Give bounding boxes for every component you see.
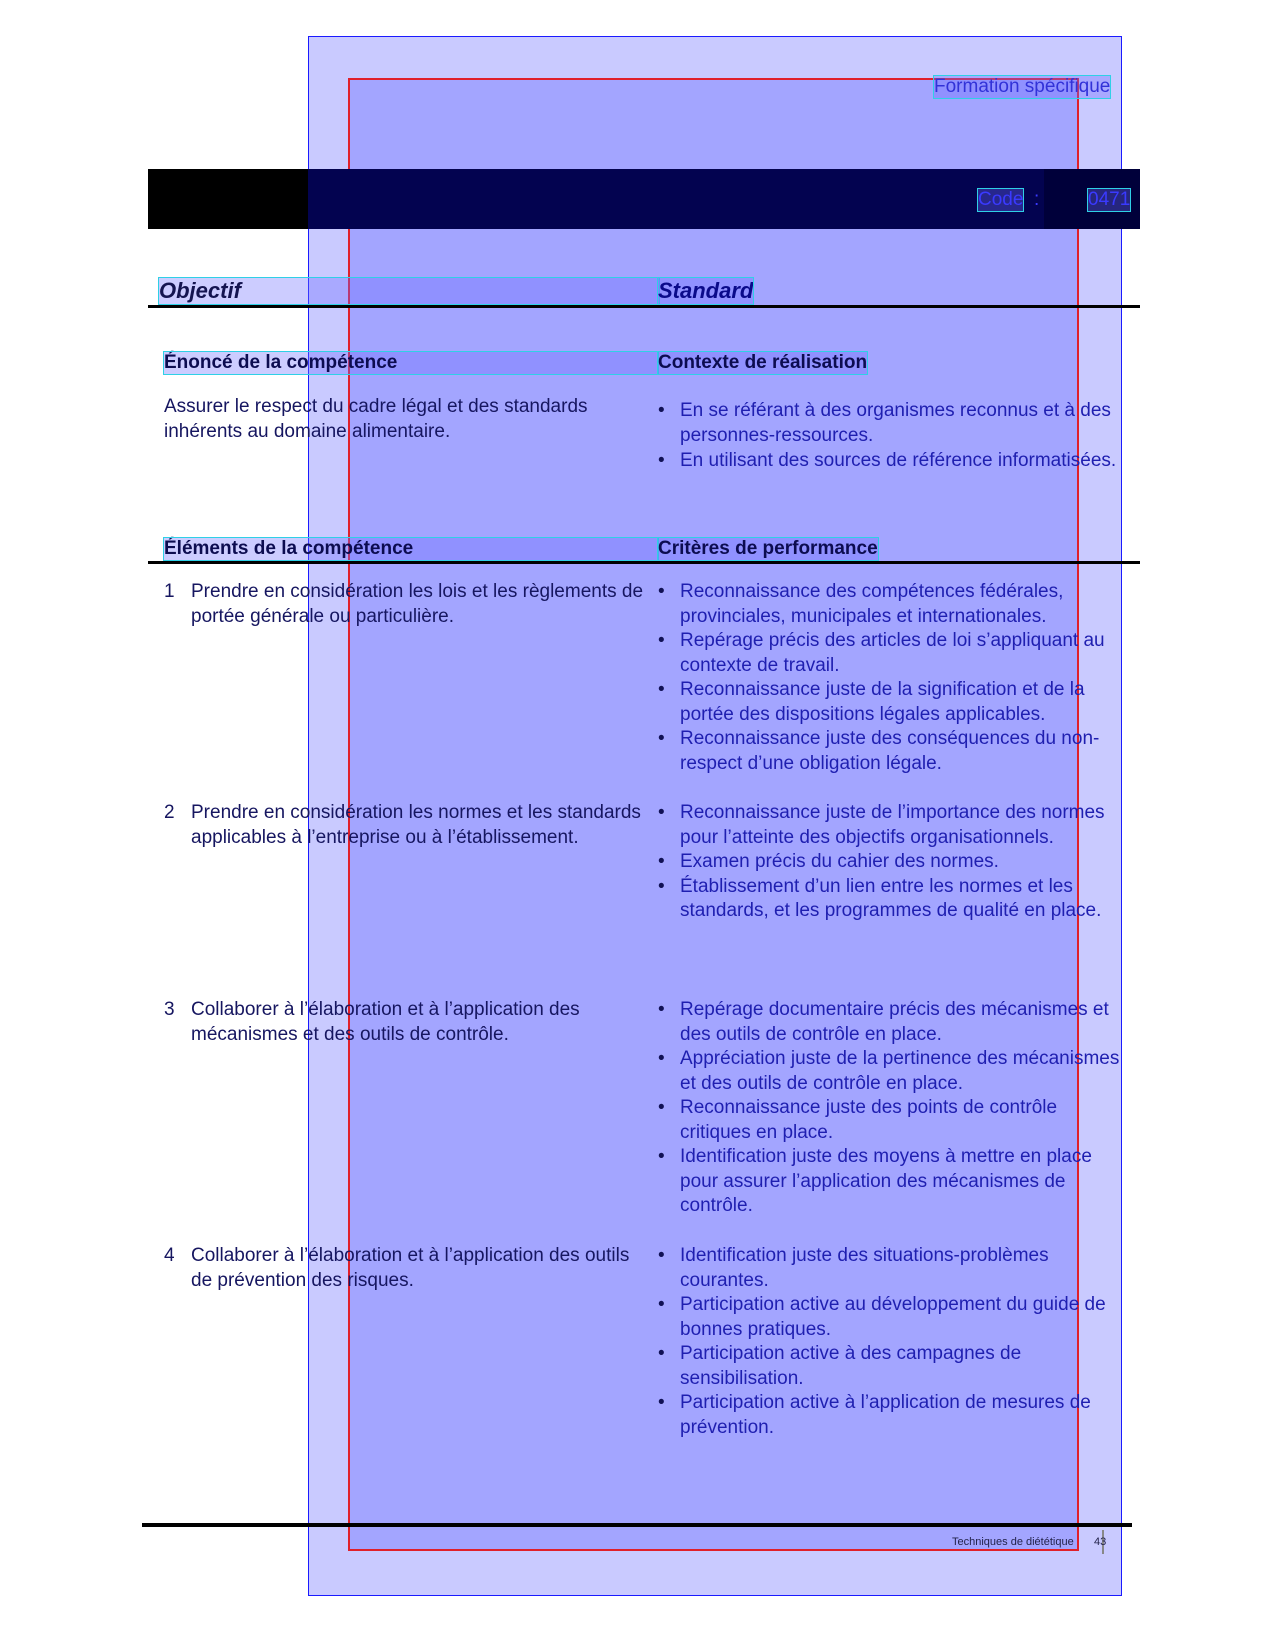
element-text: Collaborer à l’élaboration et à l’application des mécanismes et des outils de contrôle. xyxy=(191,999,580,1045)
list-item: • Repérage documentaire précis des mécanismes et des outils de contrôle en place. xyxy=(658,999,1109,1045)
bullet-icon: • xyxy=(658,581,665,602)
divider xyxy=(148,561,1140,564)
list-item: • Appréciation juste de la pertinence des mécanismes et des outils de contrôle en place. xyxy=(658,1048,1120,1094)
list-item: • Reconnaissance des compétences fédérales, provinciales, municipales et internationales. xyxy=(658,581,1064,627)
list-item: • Identification juste des situations-problèmes courantes. xyxy=(658,1245,1049,1291)
bullet-icon: • xyxy=(658,851,665,872)
bullet-icon: • xyxy=(658,1097,665,1118)
element-2 xyxy=(164,801,654,850)
list-item: • Examen précis du cahier des normes. xyxy=(658,850,1126,875)
bullet-icon: • xyxy=(658,875,665,897)
list-item: • Identification juste des moyens à mettre en place pour assurer l’application des mécanismes de contrôle. xyxy=(658,1146,1092,1216)
bullet-icon: • xyxy=(658,802,665,823)
bullet-icon: • xyxy=(658,1048,665,1069)
footer-divider xyxy=(142,1523,1132,1527)
code-value: 0471 xyxy=(1088,189,1131,210)
element-text: Prendre en considération les normes et les standards applicables à l’entreprise ou à l’établissement. xyxy=(191,802,641,848)
list-item: • Reconnaissance juste des points de contrôle critiques en place. xyxy=(658,1097,1058,1143)
standard-heading: Standard xyxy=(658,278,754,303)
enonce-heading: Énoncé de la compétence xyxy=(164,352,658,374)
enonce-text: Assurer le respect du cadre légal et des standards inhérents au domaine alimentaire. xyxy=(164,396,588,442)
bullet-icon: • xyxy=(658,999,665,1020)
contexte-list xyxy=(658,399,1126,474)
element-3 xyxy=(164,998,654,1047)
divider xyxy=(148,305,1140,308)
footer-program: Techniques de diététique xyxy=(952,1536,1074,1548)
criteria-list-2 xyxy=(658,801,1126,924)
bullet-icon: • xyxy=(658,1245,665,1266)
bullet-icon: • xyxy=(658,400,665,421)
element-number: 2 xyxy=(164,802,175,823)
bullet-icon: • xyxy=(658,728,665,749)
formation-label: Formation spécifique xyxy=(934,76,1111,97)
criteria-list-3 xyxy=(658,998,1126,1219)
contexte-heading: Contexte de réalisation xyxy=(658,352,868,373)
bullet-icon: • xyxy=(658,1392,665,1413)
objectif-heading: Objectif xyxy=(159,278,659,304)
bullet-icon: • xyxy=(658,450,665,471)
criteria-list-4 xyxy=(658,1244,1126,1440)
list-item: • En se référant à des organismes reconnus et à des personnes-ressources. xyxy=(658,400,1111,446)
list-item: • Participation active au développement du guide de bonnes pratiques. xyxy=(658,1294,1106,1340)
bullet-icon: • xyxy=(658,1343,665,1364)
criteres-heading: Critères de performance xyxy=(658,538,878,559)
code-separator: : xyxy=(1034,189,1040,210)
element-number: 3 xyxy=(164,999,175,1020)
bullet-icon: • xyxy=(658,1146,665,1167)
list-item: • Établissement d’un lien entre les normes et les standards, et les programmes de qualité en place. xyxy=(658,875,1102,921)
element-1 xyxy=(164,580,654,629)
list-item: • Reconnaissance juste de l’importance des normes pour l’atteinte des objectifs organisationnels. xyxy=(658,802,1105,848)
element-4 xyxy=(164,1244,654,1293)
list-item: • Repérage précis des articles de loi s’appliquant au contexte de travail. xyxy=(658,630,1105,676)
code-label: Code xyxy=(978,189,1024,210)
list-item: • Reconnaissance juste de la signification et de la portée des dispositions légales applicables. xyxy=(658,679,1085,725)
list-item: • En utilisant des sources de référence informatisées. xyxy=(658,449,1126,474)
element-number: 1 xyxy=(164,581,175,602)
list-item: • Participation active à l’application de mesures de prévention. xyxy=(658,1392,1091,1438)
bullet-icon: • xyxy=(658,1294,665,1315)
criteria-list-1 xyxy=(658,580,1126,776)
element-number: 4 xyxy=(164,1245,175,1266)
element-text: Collaborer à l’élaboration et à l’application des outils de prévention des risques. xyxy=(191,1245,630,1291)
elements-heading: Éléments de la compétence xyxy=(164,538,658,560)
bullet-icon: • xyxy=(658,630,665,651)
list-item: • Reconnaissance juste des conséquences du non-respect d’une obligation légale. xyxy=(658,728,1100,774)
page-number: 43 xyxy=(1094,1536,1107,1548)
element-text: Prendre en considération les lois et les règlements de portée générale ou particulière. xyxy=(191,581,644,627)
bullet-icon: • xyxy=(658,679,665,700)
list-item: • Participation active à des campagnes de sensibilisation. xyxy=(658,1343,1022,1389)
